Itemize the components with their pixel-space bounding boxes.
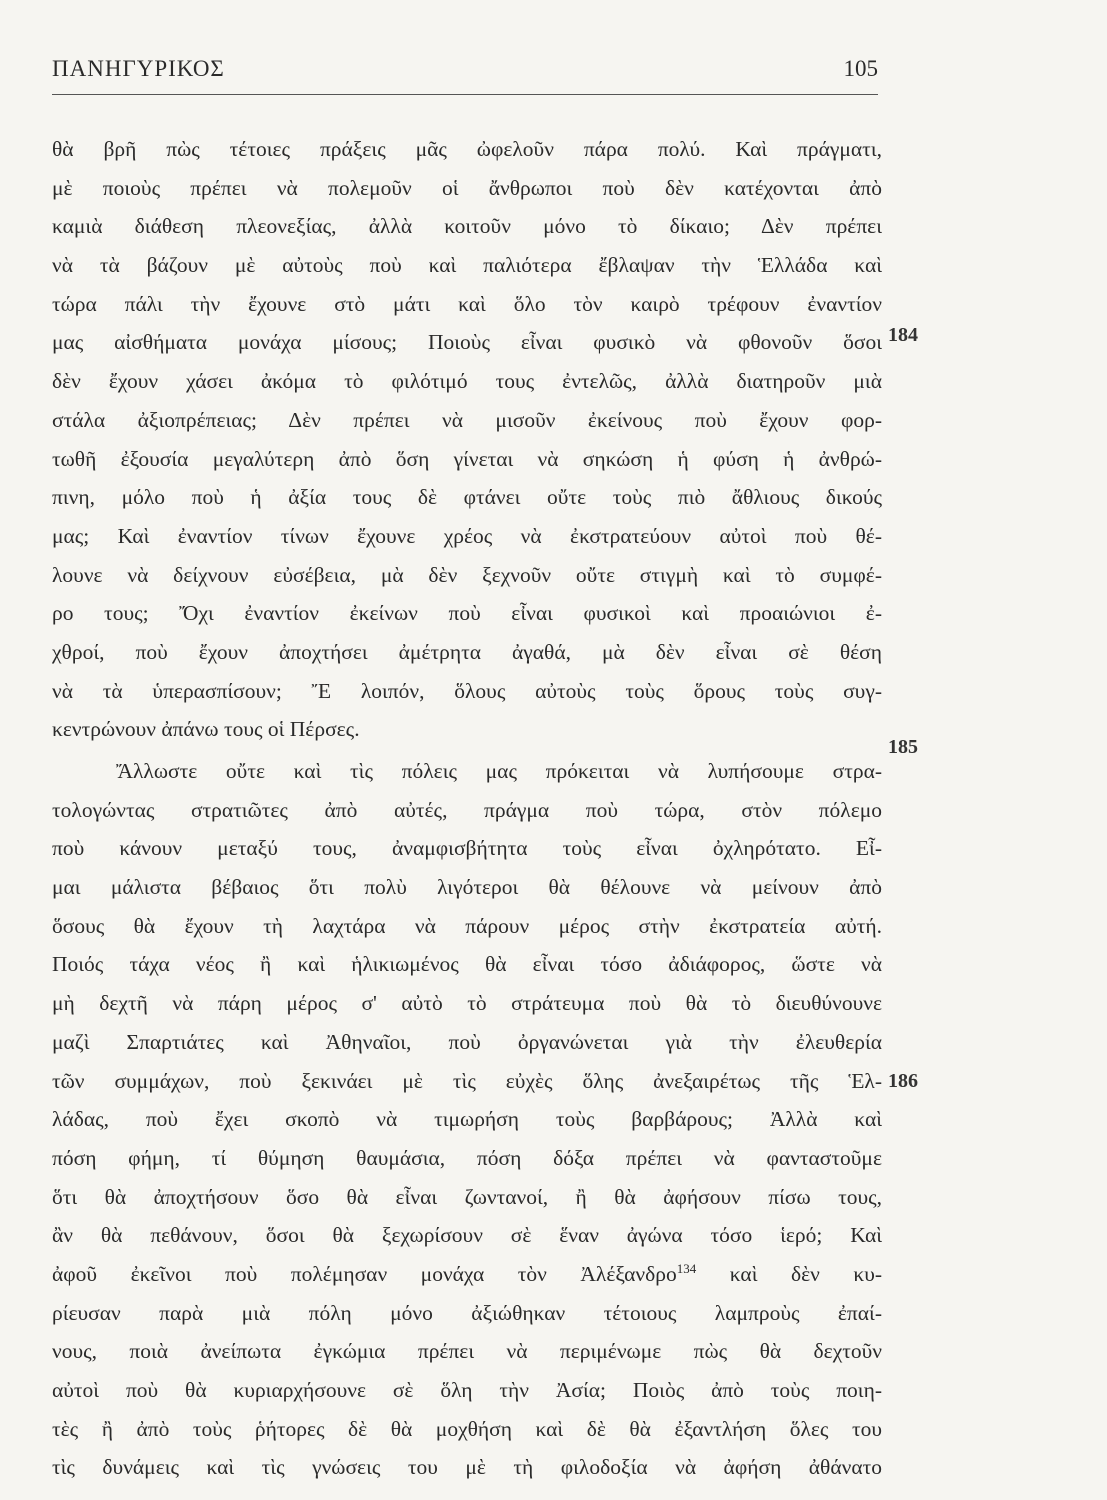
margin-section-number: 184 xyxy=(888,324,918,346)
running-head xyxy=(52,56,878,96)
text-line: ἂν θὰ πεθάνουν, ὅσοι θὰ ξεχωρίσουν σὲ ἕναν ἀγώνα τόσο ἱερό; Καὶ xyxy=(52,1223,882,1248)
text-line: τωθῆ ἐξουσία μεγαλύτερη ἀπὸ ὅση γίνεται νὰ σηκώση ἡ φύση ἡ ἀνθρώ- xyxy=(52,446,882,471)
text-line: ρο τους; Ὄχι ἐναντίον ἐκείνων ποὺ εἶναι φυσικοὶ καὶ προαιώνιοι ἐ- xyxy=(52,601,882,626)
body-text xyxy=(52,130,882,1487)
text-line: μαι μάλιστα βέβαιος ὅτι πολὺ λιγότεροι θὰ θέλουνε νὰ μείνουν ἀπὸ xyxy=(52,875,882,900)
text-line: τὲς ἢ ἀπὸ τοὺς ῥήτορες δὲ θὰ μοχθήση καὶ δὲ θὰ ἐξαντλήση ὅλες του xyxy=(52,1416,882,1441)
text-line: ποὺ κάνουν μεταξύ τους, ἀναμφισβήτητα τοὺς εἶναι ὀχληρότατο. Εἶ- xyxy=(52,836,882,861)
text-line: δὲν ἔχουν χάσει ἀκόμα τὸ φιλότιμό τους ἐντελῶς, ἀλλὰ διατηροῦν μιὰ xyxy=(52,369,882,394)
text-line: αὐτοὶ ποὺ θὰ κυριαρχήσουνε σὲ ὅλη τὴν Ἀσία; Ποιὸς ἀπὸ τοὺς ποιη- xyxy=(52,1378,882,1402)
text-line: νους, ποιὰ ἀνείπωτα ἐγκώμια πρέπει νὰ περιμένωμε πὼς θὰ δεχτοῦν xyxy=(52,1339,882,1364)
text-line: τώρα πάλι τὴν ἔχουνε στὸ μάτι καὶ ὅλο τὸν καιρὸ τρέφουν ἐναντίον xyxy=(52,291,882,316)
text-line: μὲ ποιοὺς πρέπει νὰ πολεμοῦν οἱ ἄνθρωποι ποὺ δὲν κατέχονται ἀπὸ xyxy=(52,175,882,200)
text-line: θὰ βρῆ πὼς τέτοιες πράξεις μᾶς ὠφελοῦν πάρα πολύ. Καὶ πράγματι, xyxy=(52,137,882,161)
text-line: ὅτι θὰ ἀποχτήσουν ὅσο θὰ εἶναι ζωντανοί, ἢ θὰ ἀφήσουν πίσω τους, xyxy=(52,1184,882,1209)
text-line: μαζὶ Σπαρτιάτες καὶ Ἀθηναῖοι, ποὺ ὀργανώνεται γιὰ τὴν ἐλευθερία xyxy=(52,1029,882,1054)
text-line: πινη, μόλο ποὺ ἡ ἀξία τους δὲ φτάνει οὔτε τοὺς πιὸ ἄθλιους δικούς xyxy=(52,485,882,510)
text-line: λουνε νὰ δείχνουν εὐσέβεια, μὰ δὲν ξεχνοῦν οὔτε στιγμὴ καὶ τὸ συμφέ- xyxy=(52,562,882,587)
text-line: καμιὰ διάθεση πλεονεξίας, ἀλλὰ κοιτοῦν μόνο τὸ δίκαιο; Δὲν πρέπει xyxy=(52,214,882,239)
margin-section-number: 186 xyxy=(888,1070,918,1092)
running-title: ΠΑΝΗΓΥΡΙΚΟΣ xyxy=(52,56,225,81)
margin-section-number: 185 xyxy=(888,736,918,758)
text-line: μας; Καὶ ἐναντίον τίνων ἔχουνε χρέος νὰ ἐκστρατεύουν αὐτοὶ ποὺ θέ- xyxy=(52,523,882,548)
text-line: χθροί, ποὺ ἔχουν ἀποχτήσει ἀμέτρητα ἀγαθά, μὰ δὲν εἶναι σὲ θέση xyxy=(52,639,882,664)
text-line: στάλα ἀξιοπρέπειας; Δὲν πρέπει νὰ μισοῦν ἐκείνους ποὺ ἔχουν φορ- xyxy=(52,407,882,432)
text-line: τολογώντας στρατιῶτες ἀπὸ αὐτές, πράγμα ποὺ τώρα, στὸν πόλεμο xyxy=(52,797,882,822)
page-number: 105 xyxy=(843,56,878,81)
text-line: κεντρώνουν ἀπάνω τους οἱ Πέρσες. xyxy=(52,717,360,742)
text-line: τῶν συμμάχων, ποὺ ξεκινάει μὲ τὶς εὐχὲς ὅλης ἀνεξαιρέτως τῆς Ἑλ- xyxy=(52,1068,882,1093)
text-line: μας αἰσθήματα μονάχα μίσους; Ποιοὺς εἶναι φυσικὸ νὰ φθονοῦν ὅσοι xyxy=(52,330,882,355)
paragraph-start-line: Ἄλλωστε οὔτε καὶ τὶς πόλεις μας πρόκειται νὰ λυπήσουμε στρα- xyxy=(116,759,882,783)
text-line: τὶς δυνάμεις καὶ τὶς γνώσεις του μὲ τὴ φιλοδοξία νὰ ἀφήση ἀθάνατο xyxy=(52,1455,882,1480)
text-line: Ποιός τάχα νέος ἢ καὶ ἡλικιωμένος θὰ εἶναι τόσο ἀδιάφορος, ὥστε νὰ xyxy=(52,952,882,977)
text-line: ὅσους θὰ ἔχουν τὴ λαχτάρα νὰ πάρουν μέρος στὴν ἐκστρατεία αὐτή. xyxy=(52,913,882,938)
text-line: μὴ δεχτῆ νὰ πάρη μέρος σ' αὐτὸ τὸ στράτευμα ποὺ θὰ τὸ διευθύνουνε xyxy=(52,991,882,1016)
text-line: νὰ τὰ ὑπερασπίσουν; Ἔ λοιπόν, ὅλους αὐτοὺς τοὺς ὅρους τοὺς συγ- xyxy=(52,678,882,703)
header-rule xyxy=(52,94,878,95)
text-line-with-footnote xyxy=(52,1255,882,1294)
text-line: νὰ τὰ βάζουν μὲ αὐτοὺς ποὺ καὶ παλιότερα ἔβλαψαν τὴν Ἑλλάδα καὶ xyxy=(52,253,882,278)
text-segment: καὶ δὲν κυ- xyxy=(729,1261,883,1286)
footnote-reference[interactable]: 134 xyxy=(676,1260,697,1276)
text-segment: ἀφοῦ ἐκεῖνοι ποὺ πολέμησαν μονάχα τὸν Ἀλέξανδρο xyxy=(52,1261,677,1286)
text-line: ρίευσαν παρὰ μιὰ πόλη μόνο ἀξιώθηκαν τέτοιους λαμπροὺς ἐπαί- xyxy=(52,1300,882,1325)
text-line: λάδας, ποὺ ἔχει σκοπὸ νὰ τιμωρήση τοὺς βαρβάρους; Ἀλλὰ καὶ xyxy=(52,1107,882,1132)
text-line: πόση φήμη, τί θύμηση θαυμάσια, πόση δόξα πρέπει νὰ φανταστοῦμε xyxy=(52,1145,882,1170)
